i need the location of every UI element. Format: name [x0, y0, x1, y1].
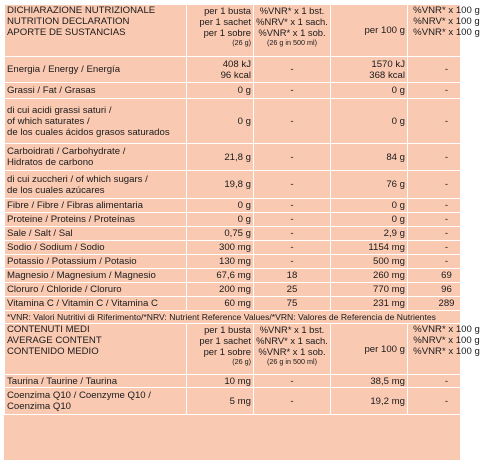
nutrient-name — [5, 375, 187, 388]
text-line: per 1 sachet — [199, 335, 251, 346]
nutrition-label — [4, 4, 480, 460]
nutrient-row — [5, 171, 486, 199]
value-per-sachet — [187, 213, 254, 227]
value-per-100g — [331, 213, 408, 227]
value-nrv-100g — [408, 269, 486, 283]
value-per-100g — [331, 241, 408, 255]
nutrient-row — [5, 241, 486, 255]
text-line: - — [444, 115, 449, 127]
value-nrv-sachet — [254, 297, 331, 311]
text-line: de los cuales ácidos grasos saturados — [7, 126, 170, 138]
value-nrv-100g — [408, 144, 486, 171]
value-nrv-sachet — [254, 241, 331, 255]
nutrient-name — [5, 171, 187, 199]
value-nrv-100g — [408, 297, 486, 311]
nutrient-row — [5, 269, 486, 283]
text-line: 0 g — [237, 200, 251, 211]
text-line: AVERAGE CONTENT — [7, 335, 102, 346]
text-line: - — [444, 64, 449, 75]
text-line: de los cuales azúcares — [7, 184, 105, 196]
text-line: %NRV* x 100 g — [413, 335, 480, 346]
text-line: Coenzima Q10 — [7, 401, 71, 412]
text-line: Hidratos de carbono — [7, 157, 94, 168]
text-line: %NRV* x 1 sach. — [256, 16, 328, 27]
value-nrv-sachet — [254, 199, 331, 213]
value-per-sachet — [187, 269, 254, 283]
value-per-sachet — [187, 57, 254, 83]
text-line: 231 mg — [373, 298, 405, 309]
text-line: Potassio / Potassium / Potasio — [7, 256, 137, 267]
value-nrv-100g — [408, 241, 486, 255]
text-line: per 100 g — [364, 343, 405, 355]
text-line: 408 kJ — [222, 58, 251, 70]
value-per-sachet — [187, 83, 254, 99]
nutrient-row — [5, 83, 486, 99]
text-line: - — [290, 214, 294, 225]
header-nrv-sachet — [254, 324, 331, 375]
value-per-sachet — [187, 388, 254, 415]
nutrient-row — [5, 199, 486, 213]
text-line: NUTRITION DECLARATION — [7, 16, 130, 27]
text-line: - — [444, 200, 449, 211]
text-line: Sodio / Sodium / Sodio — [7, 242, 105, 253]
text-line: %VNR* x 1 sob. — [258, 27, 326, 38]
text-line: 84 g — [386, 151, 405, 163]
value-per-100g — [331, 297, 408, 311]
text-line: Vitamina C / Vitamin C / Vitamina C — [7, 298, 158, 309]
text-line: 0 g — [391, 115, 405, 127]
text-line: APORTE DE SUSTANCIAS — [7, 27, 126, 38]
value-nrv-sachet — [254, 83, 331, 99]
value-nrv-sachet — [254, 171, 331, 199]
value-per-100g — [331, 199, 408, 213]
value-per-100g — [331, 255, 408, 269]
nutrient-name — [5, 255, 187, 269]
text-line: per 1 busta — [204, 5, 251, 16]
nutrient-name — [5, 99, 187, 144]
value-nrv-sachet — [254, 283, 331, 297]
text-line: CONTENUTI MEDI — [7, 324, 90, 335]
text-line: per 1 sachet — [199, 16, 251, 27]
text-line: - — [290, 228, 294, 239]
text-line: - — [444, 375, 449, 387]
text-line: %VNR* x 100 g — [413, 324, 480, 335]
nutrient-row — [5, 213, 486, 227]
text-line: 69 — [441, 270, 452, 281]
text-line: - — [290, 179, 294, 190]
value-nrv-100g — [408, 375, 486, 388]
value-nrv-100g — [408, 171, 486, 199]
value-per-sachet — [187, 199, 254, 213]
text-line: per 100 g — [364, 25, 405, 36]
value-per-100g — [331, 227, 408, 241]
text-line: 770 mg — [373, 284, 405, 295]
header-per-100g — [331, 324, 408, 375]
value-nrv-100g — [408, 283, 486, 297]
header-per-100g — [331, 5, 408, 57]
text-line: per 1 sobre — [203, 27, 251, 38]
text-line: %NRV* x 1 sach. — [256, 335, 328, 346]
text-line: 75 — [286, 298, 298, 309]
text-line: %VNR* x 100 g — [413, 346, 480, 357]
header-nrv-sachet — [254, 5, 331, 57]
value-per-100g — [331, 388, 408, 415]
text-line: - — [290, 242, 294, 253]
value-nrv-100g — [408, 227, 486, 241]
nutrient-name — [5, 297, 187, 311]
nutrient-name — [5, 83, 187, 99]
value-per-sachet — [187, 227, 254, 241]
nutrient-name — [5, 57, 187, 83]
text-line: 2,9 g — [383, 228, 405, 239]
text-line: - — [290, 151, 294, 163]
nutrient-row — [5, 283, 486, 297]
value-nrv-sachet — [254, 213, 331, 227]
text-line: (26 g in 500 ml) — [267, 38, 317, 47]
text-line: 1570 kJ — [371, 58, 405, 70]
value-per-100g — [331, 57, 408, 83]
value-per-100g — [331, 171, 408, 199]
text-line: Magnesio / Magnesium / Magnesio — [7, 270, 156, 281]
header-nrv-100g — [408, 324, 486, 375]
text-line: (26 g) — [232, 357, 251, 366]
text-line: 18 — [286, 270, 298, 281]
text-line: - — [444, 242, 449, 253]
text-line: 200 mg — [219, 284, 251, 295]
value-nrv-sachet — [254, 57, 331, 83]
value-per-sachet — [187, 283, 254, 297]
value-per-100g — [331, 269, 408, 283]
text-line: Fibre / Fibre / Fibras alimentaria — [7, 200, 143, 211]
text-line: 0 g — [237, 85, 251, 96]
nutrient-name — [5, 283, 187, 297]
text-line: - — [444, 214, 449, 225]
text-line: Energia / Energy / Energía — [7, 64, 121, 75]
text-line: 130 mg — [219, 256, 251, 267]
text-line: 500 mg — [373, 256, 405, 267]
text-line: %VNR* x 1 bst. — [259, 5, 325, 16]
text-line: per 1 sobre — [203, 346, 251, 357]
text-line: 289 — [438, 298, 455, 309]
text-line: DICHIARAZIONE NUTRIZIONALE — [7, 5, 156, 16]
text-line: %VNR* x 1 bst. — [259, 324, 325, 335]
text-line: - — [290, 115, 294, 127]
text-line: 5 mg — [229, 395, 251, 407]
value-nrv-sachet — [254, 269, 331, 283]
value-nrv-sachet — [254, 388, 331, 415]
nutrient-name — [5, 269, 187, 283]
text-line: %VNR* x 100 g — [413, 5, 480, 16]
text-line: 19,2 mg — [370, 395, 405, 407]
value-nrv-100g — [408, 255, 486, 269]
nutrient-row — [5, 57, 486, 83]
header-title — [5, 324, 187, 375]
value-per-100g — [331, 83, 408, 99]
value-nrv-sachet — [254, 255, 331, 269]
nutrient-name — [5, 227, 187, 241]
value-per-sachet — [187, 144, 254, 171]
text-line: Proteine / Proteins / Proteínas — [7, 214, 135, 225]
text-line: - — [290, 395, 294, 407]
value-nrv-100g — [408, 388, 486, 415]
text-line: - — [290, 64, 294, 75]
text-line: - — [444, 85, 449, 96]
text-line: 96 kcal — [220, 69, 251, 81]
text-line: - — [444, 151, 449, 163]
value-nrv-100g — [408, 213, 486, 227]
value-nrv-sachet — [254, 144, 331, 171]
value-per-100g — [331, 144, 408, 171]
nutrition-table — [4, 4, 486, 415]
value-nrv-sachet — [254, 99, 331, 144]
text-line: 60 mg — [224, 298, 251, 309]
header-per-sachet — [187, 5, 254, 57]
text-line: 38,5 mg — [370, 375, 405, 387]
footnote-row — [5, 311, 486, 324]
value-per-100g — [331, 375, 408, 388]
text-line: Sale / Salt / Sal — [7, 228, 73, 239]
header-per-sachet — [187, 324, 254, 375]
text-line: 0,75 g — [224, 228, 251, 239]
nutrient-name — [5, 144, 187, 171]
text-line: - — [290, 200, 294, 211]
text-line: 260 mg — [373, 270, 405, 281]
value-nrv-sachet — [254, 375, 331, 388]
nutrient-name — [5, 199, 187, 213]
value-per-sachet — [187, 99, 254, 144]
text-line: 19,8 g — [224, 179, 251, 190]
text-line: 10 mg — [224, 375, 251, 387]
text-line: (26 g) — [232, 38, 251, 47]
footnote-text — [5, 311, 486, 324]
value-per-sachet — [187, 241, 254, 255]
text-line: 300 mg — [219, 242, 251, 253]
nutrient-row — [5, 144, 486, 171]
text-line: - — [444, 228, 449, 239]
nutrient-row — [5, 255, 486, 269]
text-line: %NRV* x 100 g — [413, 16, 480, 27]
text-line: - — [290, 375, 294, 387]
text-line: %VNR* x 100 g — [413, 27, 480, 38]
text-line: 76 g — [386, 179, 405, 190]
value-per-100g — [331, 99, 408, 144]
text-line: 0 g — [391, 214, 405, 225]
text-line: of which saturates / — [7, 115, 90, 127]
nutrient-name — [5, 241, 187, 255]
header-row — [5, 324, 486, 375]
nutrient-row — [5, 388, 486, 415]
text-line: 0 g — [391, 200, 405, 211]
header-title — [5, 5, 187, 57]
nutrient-row — [5, 297, 486, 311]
nutrient-row — [5, 99, 486, 144]
text-line: Coenzima Q10 / Coenzyme Q10 / — [7, 390, 151, 401]
value-per-sachet — [187, 375, 254, 388]
value-nrv-100g — [408, 57, 486, 83]
value-nrv-100g — [408, 99, 486, 144]
nutrient-row — [5, 227, 486, 241]
text-line: per 1 busta — [204, 324, 251, 335]
value-nrv-100g — [408, 199, 486, 213]
text-line: CONTENIDO MEDIO — [7, 346, 99, 357]
value-per-100g — [331, 283, 408, 297]
text-line: 368 kcal — [369, 69, 405, 81]
nutrient-name — [5, 213, 187, 227]
text-line: 0 g — [237, 214, 251, 225]
text-line: - — [290, 256, 294, 267]
text-line: 67,6 mg — [216, 270, 251, 281]
text-line: %VNR* x 1 sob. — [258, 346, 326, 357]
value-per-sachet — [187, 255, 254, 269]
value-nrv-sachet — [254, 227, 331, 241]
text-line: *VNR: Valori Nutritivi di Riferimento/*NRV: Nutrient Reference Values/*VRN: Valores de Referencia de Nutrientes — [7, 311, 436, 322]
text-line: Taurina / Taurine / Taurina — [7, 375, 118, 387]
text-line: (26 g in 500 ml) — [267, 357, 317, 366]
value-nrv-100g — [408, 83, 486, 99]
text-line: - — [444, 395, 449, 407]
text-line: - — [444, 256, 449, 267]
text-line: Grassi / Fat / Grasas — [7, 85, 96, 96]
text-line: di cui zuccheri / of which sugars / — [7, 173, 148, 185]
text-line: di cui acidi grassi saturi / — [7, 104, 112, 116]
value-per-sachet — [187, 171, 254, 199]
nutrient-name — [5, 388, 187, 415]
text-line: 0 g — [237, 115, 251, 127]
header-nrv-100g — [408, 5, 486, 57]
header-row — [5, 5, 486, 57]
text-line: 0 g — [391, 85, 405, 96]
text-line: Carboidrati / Carbohydrate / — [7, 146, 126, 157]
text-line: Cloruro / Chloride / Cloruro — [7, 284, 122, 295]
text-line: 25 — [286, 284, 298, 295]
text-line: 96 — [441, 284, 452, 295]
value-per-sachet — [187, 297, 254, 311]
nutrient-row — [5, 375, 486, 388]
text-line: 1154 mg — [368, 242, 405, 253]
text-line: - — [290, 85, 294, 96]
text-line: 21,8 g — [224, 151, 251, 163]
text-line: - — [444, 179, 449, 190]
